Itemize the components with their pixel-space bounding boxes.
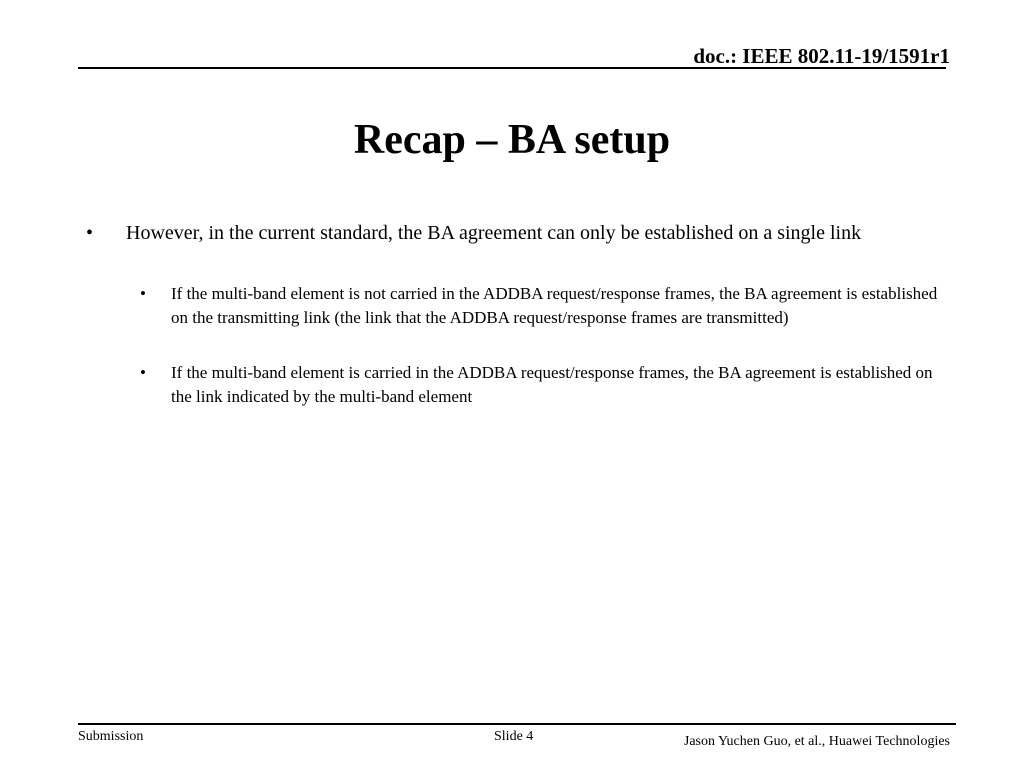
sub-bullet-item [140, 282, 940, 330]
footer-divider [78, 723, 956, 725]
bullet-marker: • [86, 222, 94, 244]
slide-title: Recap – BA setup [353, 117, 671, 163]
bullet-item [86, 220, 946, 247]
bullet-text: However, in the current standard, the BA agreement can only be established on a single link [126, 222, 862, 244]
header-divider [78, 67, 946, 69]
document-id: doc.: IEEE 802.11-19/1591r1 [693, 44, 950, 68]
sub-bullet-marker: • [140, 284, 146, 303]
footer-submission: Submission [78, 729, 144, 744]
sub-bullet-text: If the multi-band element is carried in the ADDBA request/response frames, the BA agreement is established on the link indicated by the multi-band element [171, 363, 933, 406]
sub-bullet-marker: • [140, 363, 146, 382]
sub-bullet-text: If the multi-band element is not carried in the ADDBA request/response frames, the BA agreement is established on the transmitting link (the link that the ADDBA request/response frames are transmitted) [171, 284, 938, 327]
sub-bullet-item [140, 361, 940, 409]
footer-slide-number: Slide 4 [494, 729, 534, 744]
footer-authors: Jason Yuchen Guo, et al., Huawei Technologies [683, 734, 950, 749]
